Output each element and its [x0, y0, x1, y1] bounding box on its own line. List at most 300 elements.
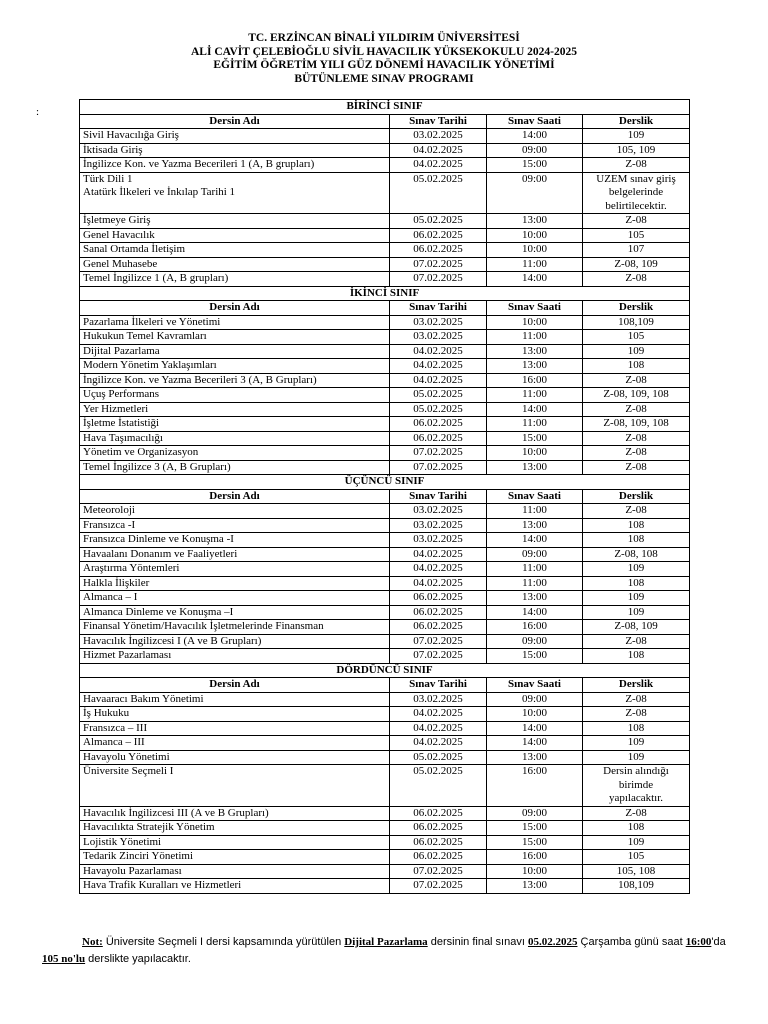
- table-row: [80, 388, 690, 403]
- course-name: Lojistik Yönetimi: [83, 835, 162, 848]
- note-label: Not:: [82, 936, 103, 948]
- course-name: Hukukun Temel Kavramları: [83, 330, 207, 342]
- exam-time: 14:00: [487, 129, 583, 144]
- table-row: [80, 417, 690, 432]
- exam-date: 04.02.2025: [390, 721, 487, 736]
- room-cell: [583, 879, 690, 894]
- course-cell: [80, 620, 390, 635]
- table-row: [80, 214, 690, 229]
- exam-time: 09:00: [487, 692, 583, 707]
- room-value: Z-08: [625, 158, 647, 170]
- note-text-2: dersinin final sınavı: [427, 936, 528, 948]
- table-row: [80, 272, 690, 287]
- room-value: 108: [627, 576, 645, 589]
- course-name: Almanca – I: [83, 591, 138, 603]
- note-date: 05.02.2025: [527, 936, 578, 948]
- room-value: 108: [627, 649, 645, 661]
- table-row: [80, 721, 690, 736]
- footnote: [42, 934, 732, 968]
- room-value: Z-08: [625, 460, 647, 473]
- course-cell: [80, 344, 390, 359]
- exam-date: 05.02.2025: [390, 765, 487, 807]
- exam-time: 14:00: [487, 605, 583, 620]
- exam-time: 10:00: [487, 228, 583, 243]
- column-header-time: Sınav Saati: [487, 301, 583, 316]
- room-value: belirtilecektir.: [605, 199, 667, 212]
- course-cell: [80, 721, 390, 736]
- section-row: [80, 475, 690, 490]
- room-cell: [583, 359, 690, 374]
- room-cell: [583, 388, 690, 403]
- table-row: [80, 850, 690, 865]
- course-cell: [80, 634, 390, 649]
- course-cell: [80, 446, 390, 461]
- table-row: [80, 547, 690, 562]
- course-name: Genel Havacılık: [83, 228, 155, 241]
- exam-date: 04.02.2025: [390, 576, 487, 591]
- room-cell: [583, 634, 690, 649]
- column-header-date: Sınav Tarihi: [390, 301, 487, 316]
- exam-date: 03.02.2025: [390, 533, 487, 548]
- room-value: Z-08: [625, 707, 647, 719]
- exam-time: 11:00: [487, 576, 583, 591]
- exam-time: 15:00: [487, 835, 583, 850]
- course-name: Temel İngilizce 1 (A, B grupları): [83, 272, 229, 284]
- room-cell: [583, 765, 690, 807]
- table-row: [80, 864, 690, 879]
- room-cell: [583, 431, 690, 446]
- column-header-row: [80, 678, 690, 693]
- exam-time: 13:00: [487, 214, 583, 229]
- course-cell: [80, 765, 390, 807]
- course-cell: [80, 591, 390, 606]
- exam-time: 13:00: [487, 460, 583, 475]
- note-text-4: 'da: [711, 936, 726, 948]
- column-header-course: Dersin Adı: [80, 301, 390, 316]
- table-row: [80, 446, 690, 461]
- table-row: [80, 143, 690, 158]
- exam-date: 04.02.2025: [390, 736, 487, 751]
- course-cell: [80, 562, 390, 577]
- section-title: DÖRDÜNCÜ SINIF: [80, 663, 690, 678]
- course-name: Sanal Ortamda İletişim: [83, 243, 186, 255]
- exam-date: 07.02.2025: [390, 446, 487, 461]
- table-row: [80, 460, 690, 475]
- table-row: [80, 504, 690, 519]
- course-cell: [80, 460, 390, 475]
- exam-date: 05.02.2025: [390, 388, 487, 403]
- exam-date: 06.02.2025: [390, 431, 487, 446]
- room-cell: [583, 315, 690, 330]
- header-term: EĞİTİM ÖĞRETİM YILI GÜZ DÖNEMİ HAVACILIK YÖNETİMİ: [213, 59, 555, 71]
- column-header-time: Sınav Saati: [487, 489, 583, 504]
- course-name: Hizmet Pazarlaması: [83, 649, 172, 661]
- exam-time: 15:00: [487, 649, 583, 664]
- table-row: [80, 879, 690, 894]
- table-row: [80, 533, 690, 548]
- course-name: Türk Dili 1: [83, 172, 133, 185]
- course-name: Temel İngilizce 3 (A, B Grupları): [83, 460, 231, 473]
- exam-time: 09:00: [487, 634, 583, 649]
- course-name: Üniversite Seçmeli I: [83, 765, 174, 777]
- course-name: İktisada Giriş: [83, 143, 143, 156]
- course-name: İşletme İstatistiği: [83, 417, 160, 429]
- exam-time: 16:00: [487, 765, 583, 807]
- course-cell: [80, 707, 390, 722]
- room-cell: [583, 533, 690, 548]
- room-cell: [583, 446, 690, 461]
- room-cell: [583, 272, 690, 287]
- exam-date: 03.02.2025: [390, 330, 487, 345]
- course-cell: [80, 692, 390, 707]
- exam-date: 06.02.2025: [390, 417, 487, 432]
- table-row: [80, 605, 690, 620]
- exam-time: 16:00: [487, 620, 583, 635]
- table-row: [80, 634, 690, 649]
- exam-date: 03.02.2025: [390, 692, 487, 707]
- exam-date: 06.02.2025: [390, 591, 487, 606]
- course-name: Finansal Yönetim/Havacılık İşletmelerinde Finansman: [83, 620, 324, 632]
- course-cell: [80, 330, 390, 345]
- exam-date: 03.02.2025: [390, 129, 487, 144]
- room-value: Z-08: [625, 446, 647, 458]
- course-cell: [80, 172, 390, 214]
- room-value: Z-08: [625, 504, 647, 516]
- room-cell: [583, 692, 690, 707]
- section-row: [80, 286, 690, 301]
- note-text-3: Çarşamba günü saat: [577, 936, 686, 948]
- exam-time: 11:00: [487, 504, 583, 519]
- room-cell: [583, 402, 690, 417]
- exam-date: 04.02.2025: [390, 158, 487, 173]
- room-value: 107: [627, 243, 645, 255]
- room-cell: [583, 460, 690, 475]
- table-row: [80, 736, 690, 751]
- room-cell: [583, 129, 690, 144]
- course-name: Fransızca Dinleme ve Konuşma -I: [83, 533, 234, 545]
- exam-schedule-table: [79, 99, 690, 894]
- exam-date: 07.02.2025: [390, 649, 487, 664]
- room-value: 109: [627, 835, 645, 848]
- course-name: Yer Hizmetleri: [83, 402, 149, 415]
- room-value: 108,109: [618, 879, 654, 891]
- table-row: [80, 649, 690, 664]
- room-cell: [583, 736, 690, 751]
- exam-time: 09:00: [487, 172, 583, 214]
- room-value: Z-08, 109, 108: [603, 417, 669, 429]
- stray-mark: :: [36, 106, 40, 118]
- course-name: Modern Yönetim Yaklaşımları: [83, 359, 217, 371]
- exam-date: 05.02.2025: [390, 214, 487, 229]
- exam-time: 10:00: [487, 446, 583, 461]
- room-value: Z-08: [625, 214, 647, 226]
- exam-time: 13:00: [487, 359, 583, 374]
- table-row: [80, 402, 690, 417]
- note-text-5: derslikte yapılacaktır.: [85, 953, 191, 965]
- exam-time: 13:00: [487, 518, 583, 533]
- room-value: 105, 109: [616, 143, 656, 156]
- room-value: Z-08: [625, 634, 647, 647]
- course-cell: [80, 835, 390, 850]
- exam-date: 03.02.2025: [390, 504, 487, 519]
- room-value: 108: [627, 533, 645, 545]
- exam-time: 11:00: [487, 330, 583, 345]
- course-name: Havaalanı Donanım ve Faaliyetleri: [83, 547, 238, 560]
- exam-time: 14:00: [487, 721, 583, 736]
- exam-time: 13:00: [487, 750, 583, 765]
- exam-date: 06.02.2025: [390, 835, 487, 850]
- room-cell: [583, 576, 690, 591]
- table-row: [80, 750, 690, 765]
- section-row: [80, 663, 690, 678]
- exam-time: 13:00: [487, 344, 583, 359]
- room-value: 105: [627, 850, 645, 862]
- room-cell: [583, 605, 690, 620]
- exam-date: 04.02.2025: [390, 707, 487, 722]
- course-name: Almanca – III: [83, 736, 145, 748]
- course-name: Havacılık İngilizcesi III (A ve B Grupları): [83, 806, 269, 819]
- room-value: Z-08, 109: [614, 620, 658, 632]
- table-row: [80, 765, 690, 807]
- course-name: Pazarlama İlkeleri ve Yönetimi: [83, 315, 221, 328]
- course-name: Atatürk İlkeleri ve İnkılap Tarihi 1: [83, 186, 236, 198]
- course-name: Fransızca – III: [83, 721, 148, 734]
- room-cell: [583, 591, 690, 606]
- exam-time: 11:00: [487, 562, 583, 577]
- exam-time: 10:00: [487, 864, 583, 879]
- table-row: [80, 158, 690, 173]
- document-header: [0, 32, 768, 86]
- table-row: [80, 692, 690, 707]
- room-value: 109: [627, 736, 645, 748]
- exam-time: 14:00: [487, 736, 583, 751]
- exam-time: 14:00: [487, 533, 583, 548]
- table-row: [80, 821, 690, 836]
- room-value: Z-08, 109: [614, 257, 658, 270]
- room-value: UZEM sınav giriş: [596, 172, 676, 185]
- course-name: Havayolu Pazarlaması: [83, 864, 182, 877]
- exam-time: 16:00: [487, 850, 583, 865]
- exam-date: 04.02.2025: [390, 373, 487, 388]
- room-value: Z-08, 108: [614, 547, 658, 560]
- room-cell: [583, 864, 690, 879]
- course-cell: [80, 850, 390, 865]
- course-cell: [80, 649, 390, 664]
- course-cell: [80, 143, 390, 158]
- exam-date: 07.02.2025: [390, 460, 487, 475]
- room-cell: [583, 417, 690, 432]
- room-value: Z-08: [625, 692, 647, 705]
- table-row: [80, 835, 690, 850]
- course-name: Tedarik Zinciri Yönetimi: [83, 850, 194, 862]
- exam-date: 04.02.2025: [390, 143, 487, 158]
- course-cell: [80, 388, 390, 403]
- exam-date: 07.02.2025: [390, 879, 487, 894]
- column-header-room: Derslik: [583, 678, 690, 693]
- room-cell: [583, 562, 690, 577]
- room-cell: [583, 243, 690, 258]
- room-value: Z-08: [625, 431, 647, 444]
- room-value: Z-08: [625, 806, 647, 819]
- course-cell: [80, 547, 390, 562]
- room-cell: [583, 547, 690, 562]
- column-header-row: [80, 114, 690, 129]
- room-value: Z-08: [625, 373, 647, 386]
- room-value: Z-08: [625, 272, 647, 284]
- exam-date: 04.02.2025: [390, 359, 487, 374]
- column-header-time: Sınav Saati: [487, 678, 583, 693]
- table-row: [80, 129, 690, 144]
- room-value: belgelerinde: [608, 186, 664, 198]
- course-name: İngilizce Kon. ve Yazma Becerileri 1 (A, B grupları): [83, 158, 315, 170]
- course-name: Sivil Havacılığa Giriş: [83, 129, 179, 141]
- room-cell: [583, 721, 690, 736]
- course-cell: [80, 879, 390, 894]
- room-cell: [583, 344, 690, 359]
- note-course: Dijital Pazarlama: [344, 936, 428, 948]
- table-row: [80, 806, 690, 821]
- room-cell: [583, 806, 690, 821]
- course-cell: [80, 315, 390, 330]
- course-cell: [80, 257, 390, 272]
- room-value: Z-08, 109, 108: [603, 388, 669, 400]
- room-value: 109: [627, 129, 645, 141]
- exam-time: 15:00: [487, 821, 583, 836]
- exam-time: 10:00: [487, 315, 583, 330]
- exam-time: 15:00: [487, 431, 583, 446]
- room-value: 108: [627, 359, 645, 371]
- note-text-1: Üniversite Seçmeli I dersi kapsamında yürütülen: [102, 936, 345, 948]
- section-title: ÜÇÜNCÜ SINIF: [80, 475, 690, 490]
- exam-time: 10:00: [487, 707, 583, 722]
- room-cell: [583, 850, 690, 865]
- room-value: 108: [627, 518, 645, 531]
- course-name: İş Hukuku: [83, 707, 130, 719]
- note-time: 16:00: [685, 936, 712, 948]
- course-name: Meteoroloji: [83, 504, 135, 516]
- exam-date: 05.02.2025: [390, 750, 487, 765]
- table-row: [80, 315, 690, 330]
- column-header-room: Derslik: [583, 114, 690, 129]
- room-value: 105, 108: [616, 864, 656, 877]
- room-value: 109: [627, 750, 645, 763]
- room-value: Z-08: [625, 402, 647, 415]
- room-value: 105: [627, 228, 645, 241]
- course-name: Yönetim ve Organizasyon: [83, 446, 199, 458]
- exam-date: 04.02.2025: [390, 344, 487, 359]
- table-row: [80, 228, 690, 243]
- course-cell: [80, 417, 390, 432]
- course-name: Havacılık İngilizcesi I (A ve B Grupları): [83, 634, 262, 647]
- table-row: [80, 257, 690, 272]
- course-name: İşletmeye Giriş: [83, 214, 151, 226]
- column-header-row: [80, 489, 690, 504]
- room-cell: [583, 835, 690, 850]
- course-name: Uçuş Performans: [83, 388, 160, 400]
- exam-time: 16:00: [487, 373, 583, 388]
- column-header-row: [80, 301, 690, 316]
- exam-time: 11:00: [487, 417, 583, 432]
- table-row: [80, 591, 690, 606]
- course-cell: [80, 272, 390, 287]
- note-room: 105 no'lu: [42, 953, 86, 965]
- course-cell: [80, 576, 390, 591]
- room-value: 108: [627, 721, 645, 734]
- course-cell: [80, 373, 390, 388]
- room-value: 109: [627, 562, 645, 574]
- course-cell: [80, 864, 390, 879]
- room-cell: [583, 228, 690, 243]
- room-cell: [583, 214, 690, 229]
- column-header-date: Sınav Tarihi: [390, 114, 487, 129]
- column-header-date: Sınav Tarihi: [390, 489, 487, 504]
- room-cell: [583, 620, 690, 635]
- table-row: [80, 330, 690, 345]
- course-cell: [80, 821, 390, 836]
- table-row: [80, 518, 690, 533]
- exam-date: 07.02.2025: [390, 257, 487, 272]
- column-header-course: Dersin Adı: [80, 114, 390, 129]
- course-cell: [80, 431, 390, 446]
- header-school: ALİ CAVİT ÇELEBİOĞLU SİVİL HAVACILIK YÜKSEKOKULU 2024-2025: [191, 45, 577, 58]
- room-value: 108,109: [618, 315, 654, 328]
- table-row: [80, 172, 690, 214]
- table-row: [80, 243, 690, 258]
- course-cell: [80, 533, 390, 548]
- room-cell: [583, 158, 690, 173]
- exam-date: 05.02.2025: [390, 402, 487, 417]
- room-cell: [583, 172, 690, 214]
- exam-date: 07.02.2025: [390, 272, 487, 287]
- exam-time: 09:00: [487, 547, 583, 562]
- room-value: 109: [627, 605, 645, 618]
- exam-time: 13:00: [487, 591, 583, 606]
- exam-date: 06.02.2025: [390, 850, 487, 865]
- course-name: Hava Taşımacılığı: [83, 431, 163, 444]
- course-cell: [80, 243, 390, 258]
- room-value: birimde: [618, 778, 654, 791]
- room-cell: [583, 518, 690, 533]
- room-value: yapılacaktır.: [608, 792, 664, 804]
- course-name: Genel Muhasebe: [83, 257, 158, 270]
- table-row: [80, 562, 690, 577]
- exam-date: 06.02.2025: [390, 243, 487, 258]
- room-cell: [583, 143, 690, 158]
- exam-date: 03.02.2025: [390, 518, 487, 533]
- table-row: [80, 620, 690, 635]
- exam-time: 10:00: [487, 243, 583, 258]
- section-row: [80, 100, 690, 115]
- table-row: [80, 707, 690, 722]
- room-cell: [583, 707, 690, 722]
- room-value: 109: [627, 591, 645, 603]
- course-cell: [80, 129, 390, 144]
- room-cell: [583, 750, 690, 765]
- column-header-course: Dersin Adı: [80, 489, 390, 504]
- room-cell: [583, 649, 690, 664]
- course-name: Hava Trafik Kuralları ve Hizmetleri: [83, 879, 242, 891]
- exam-date: 06.02.2025: [390, 620, 487, 635]
- exam-date: 04.02.2025: [390, 547, 487, 562]
- course-cell: [80, 504, 390, 519]
- exam-date: 06.02.2025: [390, 228, 487, 243]
- table-row: [80, 576, 690, 591]
- exam-date: 06.02.2025: [390, 806, 487, 821]
- exam-date: 05.02.2025: [390, 172, 487, 214]
- exam-time: 14:00: [487, 272, 583, 287]
- room-value: 108: [627, 821, 645, 833]
- exam-time: 13:00: [487, 879, 583, 894]
